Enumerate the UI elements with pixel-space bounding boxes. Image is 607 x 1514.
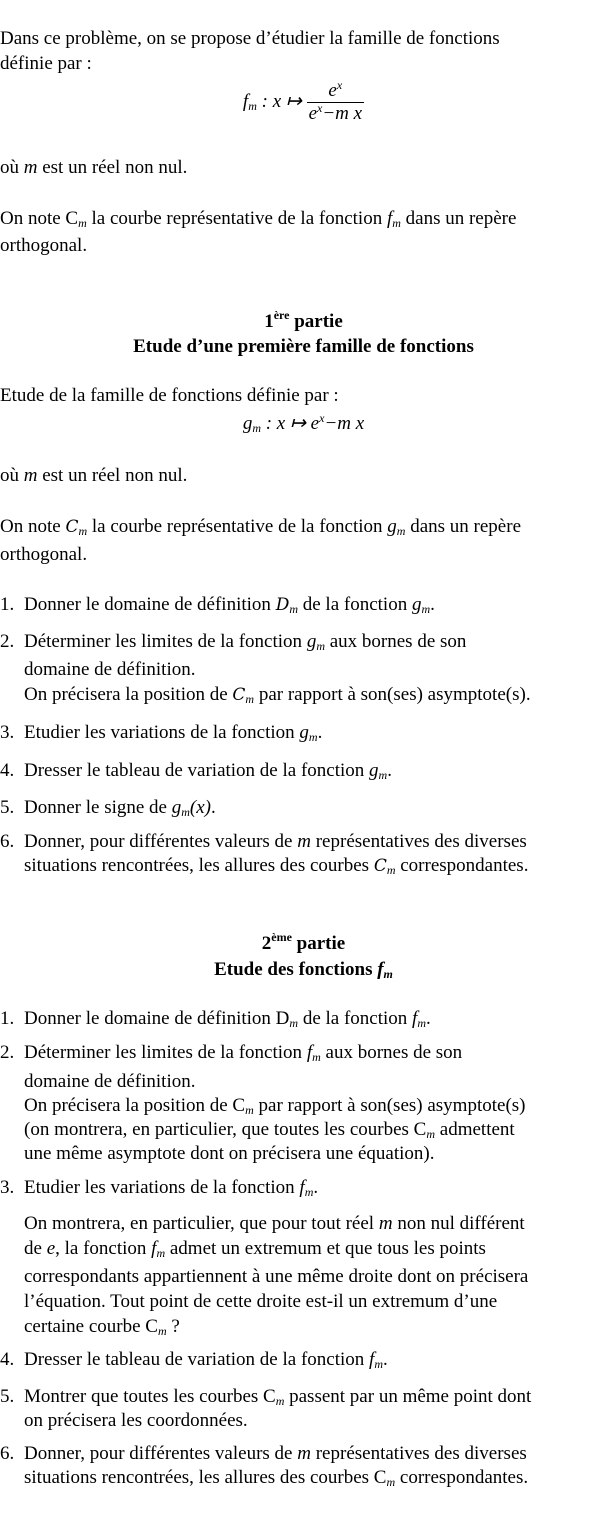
fm-fraction [307,80,365,125]
part1-family-line: Etude de la famille de fonctions définie par : [0,385,339,406]
part1-note-line-1: On note $C_m$ la courbe représentative de la fonction $g_m$ dans un repère [0,516,521,538]
part2-title: Etude des fonctions $f_m$ [214,959,393,981]
fm-sub: m [248,98,257,113]
part1-note-line-2: orthogonal. [0,544,88,565]
intro-note-line-2: orthogonal. [0,235,88,256]
intro-m-line: où m est un réel non nul. [0,157,188,178]
intro-line-2: définie par : [0,53,92,74]
fm-numerator: $e^x$ [328,78,343,101]
intro-line-1: Dans ce problème, on se propose d’étudier la famille de fonctions [0,28,500,49]
part1-title: Etude d’une première famille de fonctions [133,336,474,357]
intro-note-line-1: On note $C_m$ la courbe représentative de la fonction $f_m$ dans un repère [0,208,517,230]
part2-heading: 2ème partie [261,930,346,954]
fm-name: f [242,90,249,112]
fm-definition [0,80,607,125]
fm-denominator: $e^x-m$ x [308,101,363,124]
part1-heading: 1ère partie [264,308,343,332]
fm-colon: : x ↦ [256,90,307,112]
part1-m-line: où m est un réel non nul. [0,465,188,486]
gm-definition: $g_m$ : x ↦ $e^x-m$ x [242,411,365,435]
